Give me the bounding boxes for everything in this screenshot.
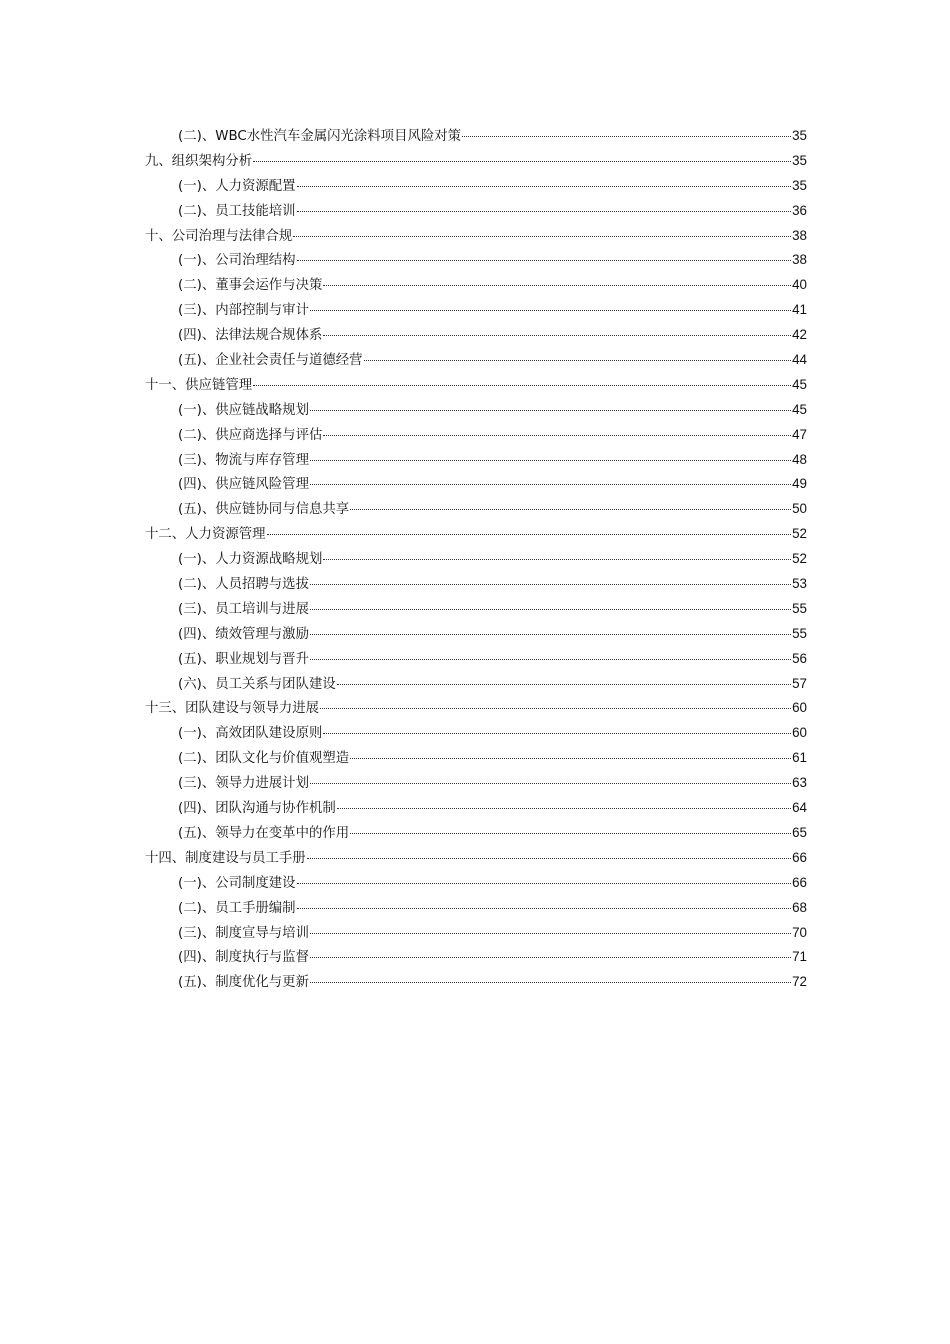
toc-dot-leader (310, 484, 791, 485)
toc-entry-title: (一)、公司制度建设 (178, 875, 296, 891)
toc-chapter-entry[interactable] (145, 522, 807, 547)
toc-entry-title: (五)、制度优化与更新 (178, 975, 309, 991)
toc-entry-title: (五)、领导力在变革中的作用 (178, 825, 350, 841)
toc-page-number: 44 (792, 352, 807, 368)
toc-dot-leader (323, 559, 791, 560)
toc-entry-title: (二)、人员招聘与选拔 (178, 577, 309, 593)
toc-section-entry[interactable] (145, 497, 807, 522)
toc-section-entry[interactable] (145, 746, 807, 771)
toc-page-number: 60 (792, 725, 807, 741)
toc-section-entry[interactable] (145, 472, 807, 497)
toc-dot-leader (350, 833, 791, 834)
toc-dot-leader (310, 410, 791, 411)
toc-section-entry[interactable] (145, 174, 807, 199)
toc-section-entry[interactable] (145, 448, 807, 473)
toc-entry-title: (二)、WBC水性汽车金属闪光涂料项目风险对策 (178, 129, 462, 144)
toc-dot-leader (320, 708, 791, 709)
toc-page-number: 52 (792, 526, 807, 542)
toc-page-number: 60 (792, 700, 807, 716)
toc-dot-leader (310, 460, 791, 461)
toc-section-entry[interactable] (145, 298, 807, 323)
toc-dot-leader (323, 435, 791, 436)
toc-section-entry[interactable] (145, 597, 807, 622)
toc-page-number: 72 (792, 974, 807, 990)
toc-dot-leader (293, 236, 791, 237)
toc-page-number: 57 (792, 675, 807, 691)
toc-entry-title: (五)、职业规划与晋升 (178, 651, 309, 667)
toc-entry-title: (三)、员工培训与进展 (178, 601, 309, 617)
toc-section-entry[interactable] (145, 124, 807, 149)
toc-section-entry[interactable] (145, 945, 807, 970)
toc-section-entry[interactable] (145, 398, 807, 423)
toc-dot-leader (323, 733, 791, 734)
toc-entry-title: (一)、人力资源配置 (178, 178, 296, 194)
toc-page-number: 50 (792, 501, 807, 517)
toc-section-entry[interactable] (145, 547, 807, 572)
toc-entry-title: 九、组织架构分析 (145, 153, 253, 169)
toc-page-number: 61 (792, 750, 807, 766)
toc-dot-leader (310, 783, 791, 784)
toc-page-number: 70 (792, 924, 807, 940)
toc-page-number: 36 (792, 202, 807, 218)
toc-page-number: 68 (792, 899, 807, 915)
toc-page-number: 35 (792, 152, 807, 168)
toc-entry-title: (一)、高效团队建设原则 (178, 726, 323, 742)
toc-entry-title: (二)、团队文化与价值观塑造 (178, 751, 350, 767)
toc-section-entry[interactable] (145, 423, 807, 448)
toc-entry-title: 十、公司治理与法律合规 (145, 228, 293, 244)
toc-entry-title: (三)、领导力进展计划 (178, 776, 309, 792)
toc-entry-title: (四)、团队沟通与协作机制 (178, 801, 336, 817)
toc-section-entry[interactable] (145, 721, 807, 746)
toc-dot-leader (310, 584, 791, 585)
toc-section-entry[interactable] (145, 672, 807, 697)
toc-page-number: 35 (792, 128, 807, 143)
toc-page-number: 38 (792, 252, 807, 268)
toc-dot-leader (462, 136, 791, 137)
toc-entry-title: (四)、法律法规合规体系 (178, 328, 323, 344)
toc-dot-leader (297, 260, 792, 261)
toc-dot-leader (337, 684, 791, 685)
toc-entry-title: (三)、制度宣导与培训 (178, 925, 309, 941)
toc-page-number: 55 (792, 600, 807, 616)
toc-dot-leader (337, 808, 791, 809)
toc-page-number: 63 (792, 775, 807, 791)
toc-chapter-entry[interactable] (145, 696, 807, 721)
toc-dot-leader (267, 534, 792, 535)
toc-entry-title: 十三、团队建设与领导力进展 (145, 701, 320, 717)
toc-section-entry[interactable] (145, 199, 807, 224)
toc-entry-title: (二)、员工技能培训 (178, 203, 296, 219)
toc-page-number: 48 (792, 451, 807, 467)
toc-section-entry[interactable] (145, 348, 807, 373)
toc-page-number: 71 (792, 949, 807, 965)
table-of-contents (145, 124, 807, 995)
toc-dot-leader (350, 758, 791, 759)
toc-dot-leader (297, 883, 792, 884)
toc-chapter-entry[interactable] (145, 846, 807, 871)
toc-dot-leader (310, 609, 791, 610)
toc-section-entry[interactable] (145, 771, 807, 796)
toc-page-number: 53 (792, 576, 807, 592)
toc-page-number: 45 (792, 376, 807, 392)
toc-page-number: 66 (792, 874, 807, 890)
toc-entry-title: (五)、供应链协同与信息共享 (178, 502, 350, 518)
toc-dot-leader (297, 186, 792, 187)
toc-dot-leader (310, 957, 791, 958)
toc-section-entry[interactable] (145, 821, 807, 846)
toc-dot-leader (364, 360, 792, 361)
toc-entry-title: (三)、物流与库存管理 (178, 452, 309, 468)
toc-entry-title: (四)、绩效管理与激励 (178, 626, 309, 642)
toc-chapter-entry[interactable] (145, 373, 807, 398)
toc-entry-title: (四)、制度执行与监督 (178, 950, 309, 966)
toc-dot-leader (323, 335, 791, 336)
toc-dot-leader (253, 161, 791, 162)
toc-chapter-entry[interactable] (145, 149, 807, 174)
toc-entry-title: (六)、员工关系与团队建设 (178, 676, 336, 692)
toc-entry-title: (一)、供应链战略规划 (178, 402, 309, 418)
toc-dot-leader (310, 982, 791, 983)
toc-entry-title: 十一、供应链管理 (145, 377, 253, 393)
toc-page-number: 56 (792, 650, 807, 666)
toc-page-number: 55 (792, 625, 807, 641)
toc-page-number: 35 (792, 177, 807, 193)
toc-dot-leader (350, 509, 791, 510)
toc-section-entry[interactable] (145, 921, 807, 946)
toc-section-entry[interactable] (145, 871, 807, 896)
toc-section-entry[interactable] (145, 323, 807, 348)
toc-entry-title: (三)、内部控制与审计 (178, 303, 309, 319)
toc-page-number: 40 (792, 277, 807, 293)
toc-page-number: 52 (792, 551, 807, 567)
toc-dot-leader (310, 310, 791, 311)
toc-dot-leader (310, 933, 791, 934)
toc-entry-title: (五)、企业社会责任与道德经营 (178, 353, 363, 369)
toc-section-entry[interactable] (145, 572, 807, 597)
toc-dot-leader (323, 285, 791, 286)
toc-section-entry[interactable] (145, 273, 807, 298)
toc-section-entry[interactable] (145, 248, 807, 273)
toc-dot-leader (310, 634, 791, 635)
toc-entry-title: 十二、人力资源管理 (145, 527, 266, 543)
toc-entry-title: (二)、员工手册编制 (178, 900, 296, 916)
toc-section-entry[interactable] (145, 622, 807, 647)
toc-entry-title: (一)、公司治理结构 (178, 253, 296, 269)
toc-dot-leader (310, 659, 791, 660)
toc-dot-leader (297, 211, 792, 212)
toc-dot-leader (297, 908, 792, 909)
toc-section-entry[interactable] (145, 970, 807, 995)
toc-page-number: 66 (792, 849, 807, 865)
toc-entry-title: 十四、制度建设与员工手册 (145, 850, 306, 866)
toc-page-number: 38 (792, 227, 807, 243)
toc-entry-title: (二)、供应商选择与评估 (178, 427, 323, 443)
toc-page-number: 47 (792, 426, 807, 442)
toc-chapter-entry[interactable] (145, 224, 807, 249)
toc-section-entry[interactable] (145, 647, 807, 672)
toc-page-number: 42 (792, 327, 807, 343)
toc-page-number: 64 (792, 800, 807, 816)
toc-entry-title: (四)、供应链风险管理 (178, 477, 309, 493)
toc-entry-title: (一)、人力资源战略规划 (178, 552, 323, 568)
toc-page-number: 45 (792, 401, 807, 417)
toc-page-number: 65 (792, 824, 807, 840)
toc-page-number: 49 (792, 476, 807, 492)
toc-section-entry[interactable] (145, 796, 807, 821)
toc-section-entry[interactable] (145, 896, 807, 921)
toc-dot-leader (307, 858, 791, 859)
toc-entry-title: (二)、董事会运作与决策 (178, 278, 323, 294)
toc-page-number: 41 (792, 302, 807, 318)
toc-dot-leader (253, 385, 791, 386)
